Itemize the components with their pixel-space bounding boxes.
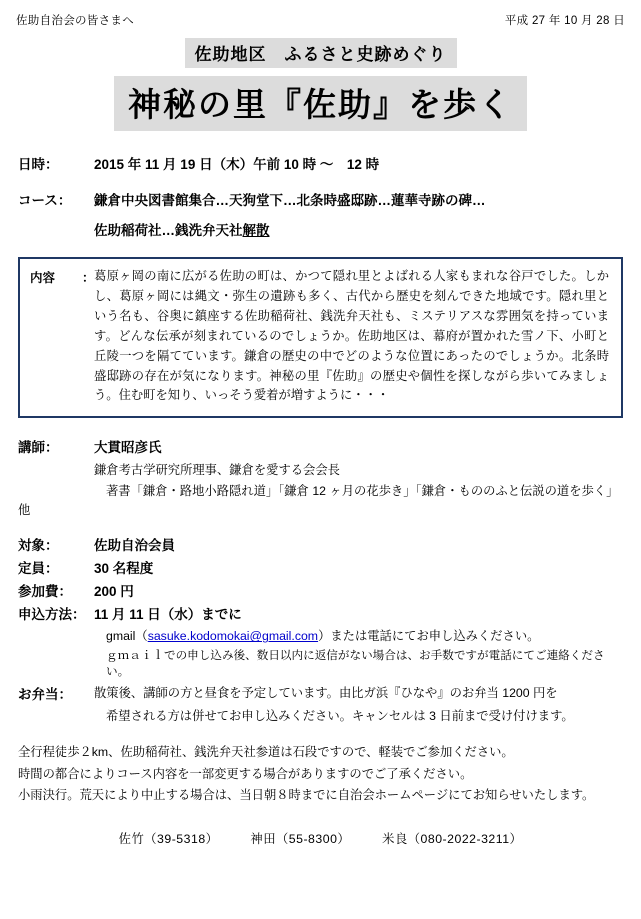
course-row: [18, 189, 623, 209]
detail-row-target: [18, 534, 623, 554]
bento-line-1: 散策後、講師の方と昼食を予定しています。由比ガ浜『ひなや』のお弁当 1200 円を: [94, 686, 558, 701]
apply-note: ｇｍａｉｌでの申し込み後、数日以内に返信がない場合は、お手数ですが電話にてご連絡ください。: [106, 649, 605, 679]
document-header: [0, 0, 641, 28]
fee-label-text: 参加費: [18, 584, 59, 600]
datetime-label: [18, 153, 94, 173]
capacity-label: [18, 557, 94, 577]
contact-item: 佐竹（39-5318）: [118, 831, 219, 846]
lecturer-affiliation: 鎌倉考古学研究所理事、鎌倉を愛する会会長: [94, 463, 340, 478]
lecturer-label-text: 講師: [18, 440, 45, 456]
title-subtitle: 佐助地区 ふるさと史跡めぐり: [185, 38, 457, 68]
title-main: 神秘の里『佐助』を歩く: [114, 76, 527, 131]
content-text: 葛原ヶ岡の南に広がる佐助の町は、かつて隠れ里とよばれる人家もまれな谷戸でした。しかし、葛原ヶ岡には縄文・弥生の遺跡も多く、古代から歴史を刻んできた地域です。隠れ里という名も、谷奥に鎮座する佐助稲荷社、銭洗弁天社も、ミステリアスな雰囲気を持っています。どんな伝承が刻まれているのでしょうか。佐助地区は、幕府が置かれた雪ノ下、小町と丘陵一つを隔てています。鎌倉の歴史の中でどのような位置にあったのでしょうか。北条時盛邸跡の存在が気になります。神秘の里『佐助』の歴史や個性を探しながら歩いてみましょう。住む町を知り、いっそう愛着が増すように・・・: [94, 269, 609, 403]
course-line-2: [94, 219, 623, 239]
bento-row: [18, 683, 623, 703]
bento-label: [18, 683, 94, 703]
apply-method: [106, 626, 623, 644]
capacity-colon: ：: [45, 561, 59, 577]
detail-row-capacity: [18, 557, 623, 577]
datetime-colon: ：: [45, 157, 59, 172]
contact-item: 神田（55-8300）: [250, 831, 351, 846]
course-line-2-plain: 佐助稲荷社…銭洗弁天社: [94, 223, 243, 238]
course-line-2-underline: 解散: [242, 223, 270, 238]
target-value: 佐助自治会員: [94, 538, 175, 554]
course-colon: ：: [57, 193, 72, 208]
note-line: 小雨決行。荒天により中止する場合は、当日朝８時までに自治会ホームページにてお知らせいたします。: [18, 788, 595, 803]
notes-block: [18, 742, 623, 807]
course-label-text: コース: [18, 193, 58, 208]
lecturer-row: [18, 436, 623, 456]
document-body: [0, 153, 641, 847]
apply-method-pre: gmail（: [106, 629, 148, 644]
details-block: [18, 534, 623, 724]
fee-label: [18, 580, 94, 600]
title-block: [0, 38, 641, 131]
datetime-row: [18, 153, 623, 173]
lecturer-books: 著書「鎌倉・路地小路隠れ道」「鎌倉 12 ヶ月の花歩き」「鎌倉・もののふと伝説の道を歩く」: [106, 484, 619, 499]
email-link[interactable]: sasuke.kodomokai@gmail.com: [147, 629, 319, 644]
bento-line-2: 希望される方は併せてお申し込みください。キャンセルは 3 日前まで受け付けます。: [106, 709, 574, 724]
contact-item: 米良（080-2022-3211）: [382, 831, 523, 846]
apply-deadline: 11 月 11 日（水）までに: [94, 607, 242, 623]
target-colon: ：: [45, 538, 59, 554]
fee-value: 200 円: [94, 584, 134, 600]
lecturer-etc: 他: [18, 503, 31, 518]
capacity-value: 30 名程度: [94, 561, 154, 577]
apply-label: [18, 603, 94, 623]
datetime-value: 2015 年 11 月 19 日（木）午前 10 時 ～ 12 時: [94, 157, 380, 172]
lecturer-label: [18, 436, 94, 456]
addressee-text: 佐助自治会の皆さまへ: [16, 15, 134, 27]
content-colon: ：: [82, 271, 95, 285]
apply-method-post: ）または電話にてお申し込みください。: [318, 629, 540, 644]
lecturer-colon: ：: [45, 440, 59, 456]
note-line: 時間の都合によりコース内容を一部変更する場合がありますのでご了承ください。: [18, 766, 473, 781]
content-box: [18, 257, 623, 418]
lecturer-name: 大貫昭彦氏: [94, 440, 162, 456]
issue-date: 平成 27 年 10 月 28 日: [504, 15, 625, 27]
course-line-1: 鎌倉中央図書館集合…天狗堂下…北条時盛邸跡…蓮華寺跡の碑…: [94, 193, 486, 208]
capacity-label-text: 定員: [18, 561, 45, 577]
note-line: 全行程徒歩２km、佐助稲荷社、銭洗弁天社参道は石段ですので、軽装でご参加ください。: [18, 745, 514, 760]
bento-colon: ：: [58, 687, 72, 703]
contacts-block: [18, 829, 623, 847]
target-label-text: 対象: [18, 538, 45, 554]
detail-row-fee: [18, 580, 623, 600]
target-label: [18, 534, 94, 554]
bento-label-text: お弁当: [18, 687, 59, 703]
apply-label-text: 申込方法: [18, 607, 72, 623]
apply-colon: ：: [72, 607, 86, 623]
content-label: 内容: [30, 271, 56, 285]
lecturer-block: [18, 436, 623, 518]
fee-colon: ：: [58, 584, 72, 600]
apply-row: [18, 603, 623, 623]
course-label: [18, 189, 94, 209]
datetime-label-text: 日時: [18, 157, 45, 172]
